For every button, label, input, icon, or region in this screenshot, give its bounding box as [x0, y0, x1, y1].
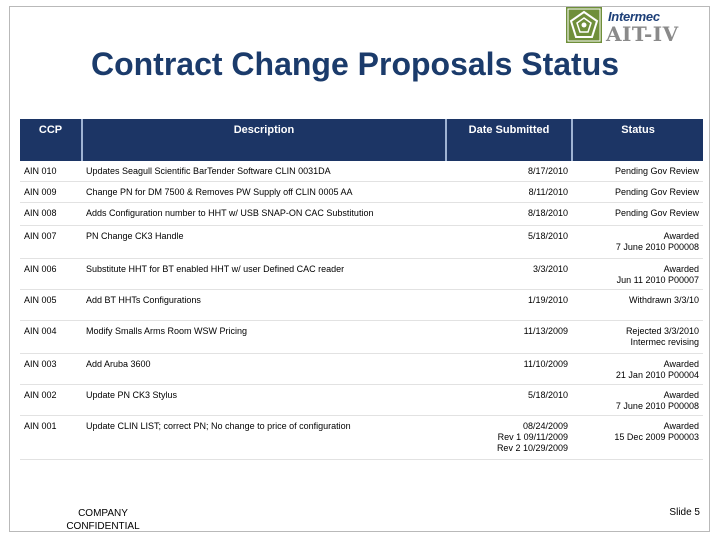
slide-number: Slide 5 [669, 507, 700, 518]
cell-status [572, 181, 703, 202]
cell-status [572, 202, 703, 225]
table-row [20, 415, 703, 459]
cell-description: Update PN CK3 Stylus [82, 384, 446, 415]
column-header-date: Date Submitted [446, 119, 572, 161]
cell-date [446, 415, 572, 459]
cell-status [572, 225, 703, 258]
table-row [20, 161, 703, 181]
cell-description: Change PN for DM 7500 & Removes PW Supply off CLIN 0005 AA [82, 181, 446, 202]
cell-status [572, 258, 703, 289]
cell-ccp: AIN 010 [20, 161, 82, 181]
cell-description: Substitute HHT for BT enabled HHT w/ user Defined CAC reader [82, 258, 446, 289]
status-line: Awarded [663, 263, 699, 274]
cell-status [572, 353, 703, 384]
status-line: Pending Gov Review [614, 186, 699, 197]
column-header-status: Status [572, 119, 703, 161]
cell-description: Add Aruba 3600 [82, 353, 446, 384]
cell-date [446, 202, 572, 225]
status-line: 7 June 2010 P00008 [615, 400, 699, 411]
ccp-status-table [20, 119, 703, 460]
date-line: Rev 2 10/29/2009 [496, 442, 568, 453]
status-line: Awarded [663, 389, 699, 400]
table-row [20, 181, 703, 202]
cell-date [446, 258, 572, 289]
table-row [20, 202, 703, 225]
cell-date [446, 181, 572, 202]
status-line: Awarded [663, 358, 699, 369]
table-row [20, 353, 703, 384]
cell-ccp: AIN 009 [20, 181, 82, 202]
cell-ccp: AIN 001 [20, 415, 82, 459]
cell-date [446, 353, 572, 384]
cell-description: Modify Smalls Arms Room WSW Pricing [82, 320, 446, 353]
cell-ccp: AIN 008 [20, 202, 82, 225]
table-row [20, 258, 703, 289]
cell-ccp: AIN 007 [20, 225, 82, 258]
date-line: 08/24/2009 [522, 420, 568, 431]
status-line: Pending Gov Review [614, 207, 699, 218]
status-line: 21 Jan 2010 P00004 [615, 369, 699, 380]
status-line: 7 June 2010 P00008 [615, 241, 699, 252]
cell-date [446, 384, 572, 415]
date-line: 8/11/2010 [528, 186, 568, 197]
cell-date [446, 161, 572, 181]
cell-status [572, 320, 703, 353]
status-line: Rejected 3/3/2010 [625, 325, 699, 336]
confidential-label: COMPANY CONFIDENTIAL [66, 508, 140, 532]
table-header-row [20, 119, 703, 161]
status-line: Jun 11 2010 P00007 [616, 274, 699, 285]
cell-ccp: AIN 005 [20, 289, 82, 320]
status-line: Intermec revising [630, 336, 699, 347]
cell-status [572, 415, 703, 459]
status-line: 15 Dec 2009 P00003 [614, 431, 699, 442]
date-line: 8/18/2010 [527, 207, 568, 218]
cell-description: Update CLIN LIST; correct PN; No change to price of configuration [82, 415, 446, 459]
date-line: 11/10/2009 [523, 358, 568, 369]
date-line: 11/13/2009 [523, 325, 568, 336]
status-line: Pending Gov Review [614, 166, 699, 176]
cell-date [446, 225, 572, 258]
date-line: 8/17/2010 [527, 166, 568, 176]
table-row [20, 320, 703, 353]
cell-description: Adds Configuration number to HHT w/ USB SNAP-ON CAC Substitution [82, 202, 446, 225]
intermec-logo [566, 7, 706, 46]
date-line: 1/19/2010 [527, 294, 568, 305]
status-line: Awarded [663, 230, 699, 241]
column-header-description: Description [82, 119, 446, 161]
table-row [20, 384, 703, 415]
cell-ccp: AIN 004 [20, 320, 82, 353]
logo-program-name: AIT-IV [606, 22, 679, 46]
page-title: Contract Change Proposals Status [90, 46, 620, 82]
cell-ccp: AIN 003 [20, 353, 82, 384]
cell-description: Add BT HHTs Configurations [82, 289, 446, 320]
column-header-ccp: CCP [20, 119, 82, 161]
date-line: 5/18/2010 [527, 389, 568, 400]
status-line: Awarded [663, 420, 699, 431]
cell-date [446, 289, 572, 320]
date-line: 3/3/2010 [532, 263, 568, 274]
cell-description: Updates Seagull Scientific BarTender Software CLIN 0031DA [82, 161, 446, 181]
date-line: Rev 1 09/11/2009 [497, 431, 568, 442]
cell-status [572, 161, 703, 181]
cell-status [572, 384, 703, 415]
table-row [20, 225, 703, 258]
pentagon-seal-icon [566, 7, 602, 43]
logo-brand-name: Intermec [608, 9, 660, 24]
cell-description: PN Change CK3 Handle [82, 225, 446, 258]
status-line: Withdrawn 3/3/10 [628, 294, 699, 305]
cell-ccp: AIN 002 [20, 384, 82, 415]
date-line: 5/18/2010 [527, 230, 568, 241]
cell-status [572, 289, 703, 320]
cell-ccp: AIN 006 [20, 258, 82, 289]
table-row [20, 289, 703, 320]
cell-date [446, 320, 572, 353]
